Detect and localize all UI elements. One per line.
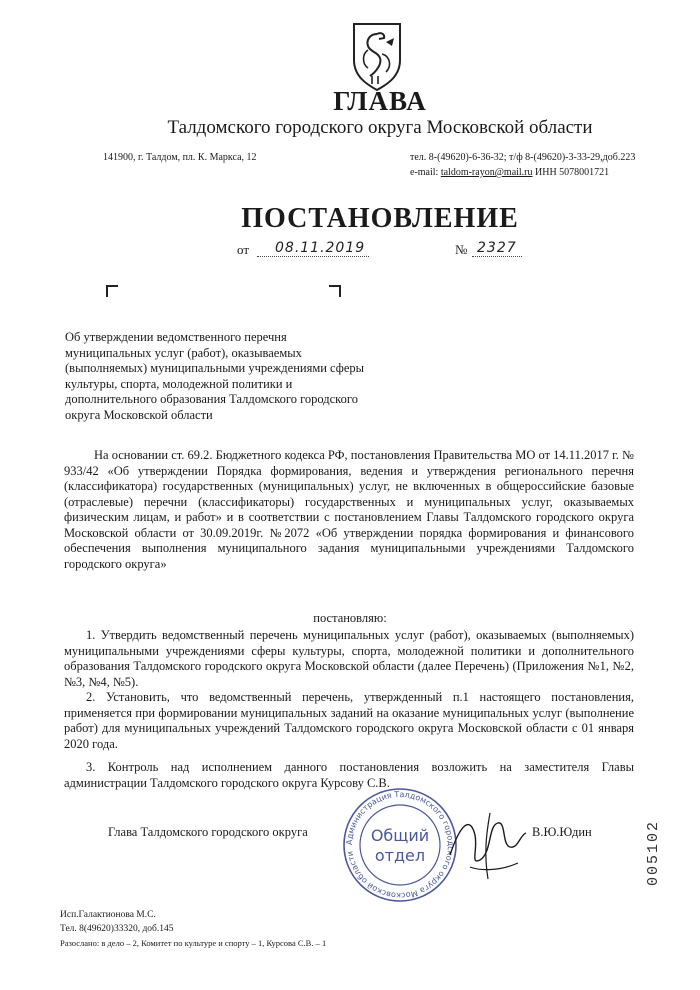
signatory-name: В.Ю.Юдин: [532, 825, 592, 839]
decide-heading: постановляю:: [313, 611, 387, 625]
stamp-outer-text: Администрация Талдомского городского округа Московской области: [344, 789, 456, 901]
item-3: 3. Контроль над исполнением данного постановления возложить на заместителя Главы администрации Талдомского городского округа Курсову С.В.: [64, 760, 634, 790]
letterhead-phones: тел. 8-(49620)-6-36-32; т/ф 8-(49620)-3-33-29,доб.223: [410, 152, 636, 163]
corner-mark-left: [106, 285, 118, 297]
document-subject: Об утверждении ведомственного перечня муниципальных услуг (работ), оказываемых (выполняемых) муниципальными учреждениями сферы культуры, спорта, молодежной политики и дополнительного образования Талдомского городского округа Московской области: [65, 330, 365, 422]
basis-paragraph: На основании ст. 69.2. Бюджетного кодекса РФ, постановления Правительства МО от 14.11.2017 г. № 933/42 «Об утверждении Порядка формирования, ведения и утверждения регионального перечня (классификатора) государственных (муниципальных) услуг, не включенных в общероссийские базовые (отраслевые) перечни (классификаторы) государственных и муниципальных услуг, оказываемых физическим лицам, и работ» и в соответствии с постановлением Главы Талдомского городского округа Московской области от 30.09.2019г. №2072 «Об утверждении порядка формирования и финансового обеспечения выполнения муниципального задания муниципальными учреждениями Талдомского городского округа»: [64, 448, 634, 571]
letterhead-address: 141900, г. Талдом, пл. К. Маркса, 12: [103, 152, 257, 163]
letterhead-organization: Талдомского городского округа Московской области: [167, 117, 593, 138]
date-number-row: [237, 240, 537, 262]
number-underline: [472, 256, 522, 257]
coat-of-arms-emblem: [348, 20, 406, 92]
item-1: 1. Утвердить ведомственный перечень муниципальных услуг (работ), оказываемых (выполняемых) муниципальными учреждениями сферы культуры, спорта, молодежной политики и дополнительного образования Талдомского городского округа Московской области (далее Перечень) (Приложения №1, №2, №3, №4, №5).: [64, 628, 634, 689]
serial-number: 005102: [645, 820, 662, 887]
date-underline: [257, 256, 369, 257]
document-date: 08.11.2019: [275, 240, 366, 256]
stamp-inner-text-1: Общий: [370, 826, 430, 845]
footer-distribution: Разослано: в дело – 2, Комитет по культуре и спорту – 1, Курсова С.В. – 1: [60, 938, 327, 948]
letterhead-title: ГЛАВА: [333, 86, 427, 116]
footer-executor: Исп.Галактионова М.С.: [60, 910, 156, 920]
email-label: e-mail:: [410, 167, 439, 178]
handwritten-signature: [440, 805, 530, 885]
document-number: 2327: [477, 240, 517, 256]
item-2: 2. Установить, что ведомственный перечень, утвержденный п.1 настоящего постановления, применяется при формировании муниципальных заданий на оказание муниципальных услуг (выполнение работ) для муниципальных учреждений Талдомского городского округа Московской области с 01 января 2020 года.: [64, 690, 634, 751]
stamp-inner-text-2: отдел: [374, 846, 426, 865]
email-link[interactable]: taldom-rayon@mail.ru: [440, 167, 533, 178]
corner-mark-right: [329, 285, 341, 297]
date-prefix: от: [237, 242, 250, 257]
document-type: ПОСТАНОВЛЕНИЕ: [241, 203, 519, 234]
inn-text: ИНН 5078001721: [535, 167, 610, 178]
footer-phone: Тел. 8(49620)33320, доб.145: [60, 924, 174, 934]
number-prefix: №: [455, 242, 468, 257]
letterhead-contacts: [410, 167, 609, 178]
signatory-position: Глава Талдомского городского округа: [108, 825, 308, 839]
